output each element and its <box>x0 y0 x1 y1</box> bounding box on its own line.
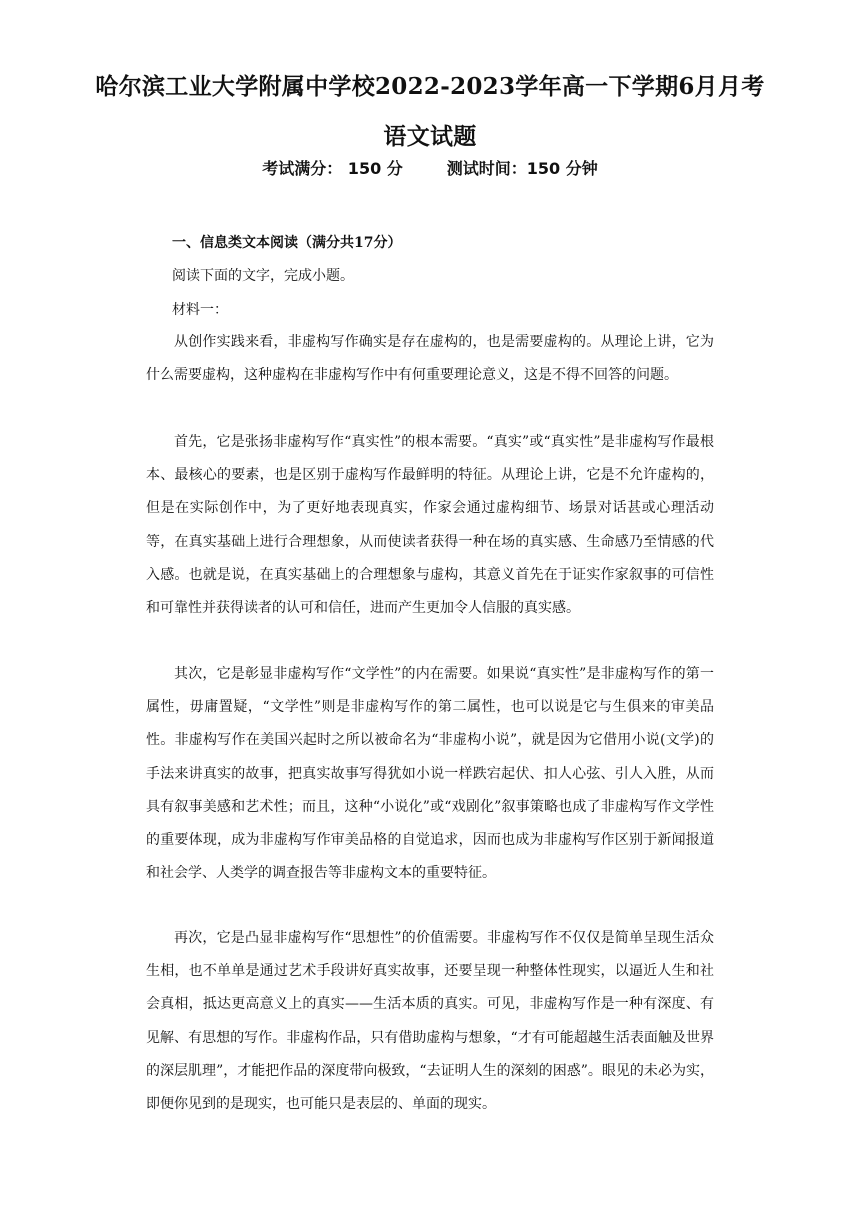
paragraph: 其次，它是彰显非虚构写作“文学性”的内在需要。如果说“真实性”是非虚构写作的第一属性，毋庸置疑，“文学性”则是非虚构写作的第二属性，也可以说是它与生俱来的审美品性。非虚构写作在美国兴起时之所以被命名为“非虚构小说”，就是因为它借用小说(文学)的手法来讲真实的故事，把真实故事写得犹如小说一样跌宕起伏、扣人心弦、引人入胜，从而具有叙事美感和艺术性；而且，这种“小说化”或“戏剧化”叙事策略也成了非虚构写作文学性的重要体现，成为非虚构写作审美品格的自觉追求，因而也成为非虚构写作区别于新闻报道和社会学、人类学的调查报告等非虚构文本的重要特征。 <box>146 666 714 882</box>
section-title: 一、信息类文本阅读（满分共17分） <box>172 235 402 251</box>
paragraph: 首先，它是张扬非虚构写作“真实性”的根本需要。“真实”或“真实性”是非虚构写作最根本、最核心的要素，也是区别于虚构写作最鲜明的特征。从理论上讲，它是不允许虚构的，但是在实际创作中，为了更好地表现真实，作家会通过虚构细节、场景对话甚或心理活动等，在真实基础上进行合理想象，从而使读者获得一种在场的真实感、生命感乃至情感的代入感。也就是说，在真实基础上的合理想象与虚构，其意义首先在于证实作家叙事的可信性和可靠性并获得读者的认可和信任，进而产生更加令人信服的真实感。 <box>146 434 714 617</box>
exam-title-line1: 哈尔滨工业大学附属中学校2022-2023学年高一下学期6月月考 <box>95 73 765 100</box>
material-label: 材料一： <box>172 302 228 318</box>
paragraph: 再次，它是凸显非虚构写作“思想性”的价值需要。非虚构写作不仅仅是简单呈现生活众生相，也不单单是通过艺术手段讲好真实故事，还要呈现一种整体性现实，以逼近人生和社会真相，抵达更高意义上的真实——生活本质的真实。可见，非虚构写作是一种有深度、有见解、有思想的写作。非虚构作品，只有借助虚构与想象，“才有可能超越生活表面触及世界的深层肌理”，才能把作品的深度带向极致，“去证明人生的深刻的困惑”。眼见的未必为实，即便你见到的是现实，也可能只是表层的、单面的现实。 <box>146 930 714 1113</box>
full-score: 考试满分： 150 分 <box>262 159 403 178</box>
test-time: 测试时间：150 分钟 <box>446 159 598 178</box>
paragraph: 从创作实践来看，非虚构写作确实是存在虚构的，也是需要虚构的。从理论上讲，它为什么需要虚构，这种虚构在非虚构写作中有何重要理论意义，这是不得不回答的问题。 <box>146 334 714 384</box>
instruction-text: 阅读下面的文字，完成小题。 <box>172 268 354 284</box>
exam-title-line2: 语文试题 <box>383 123 477 150</box>
exam-meta <box>0 156 860 179</box>
